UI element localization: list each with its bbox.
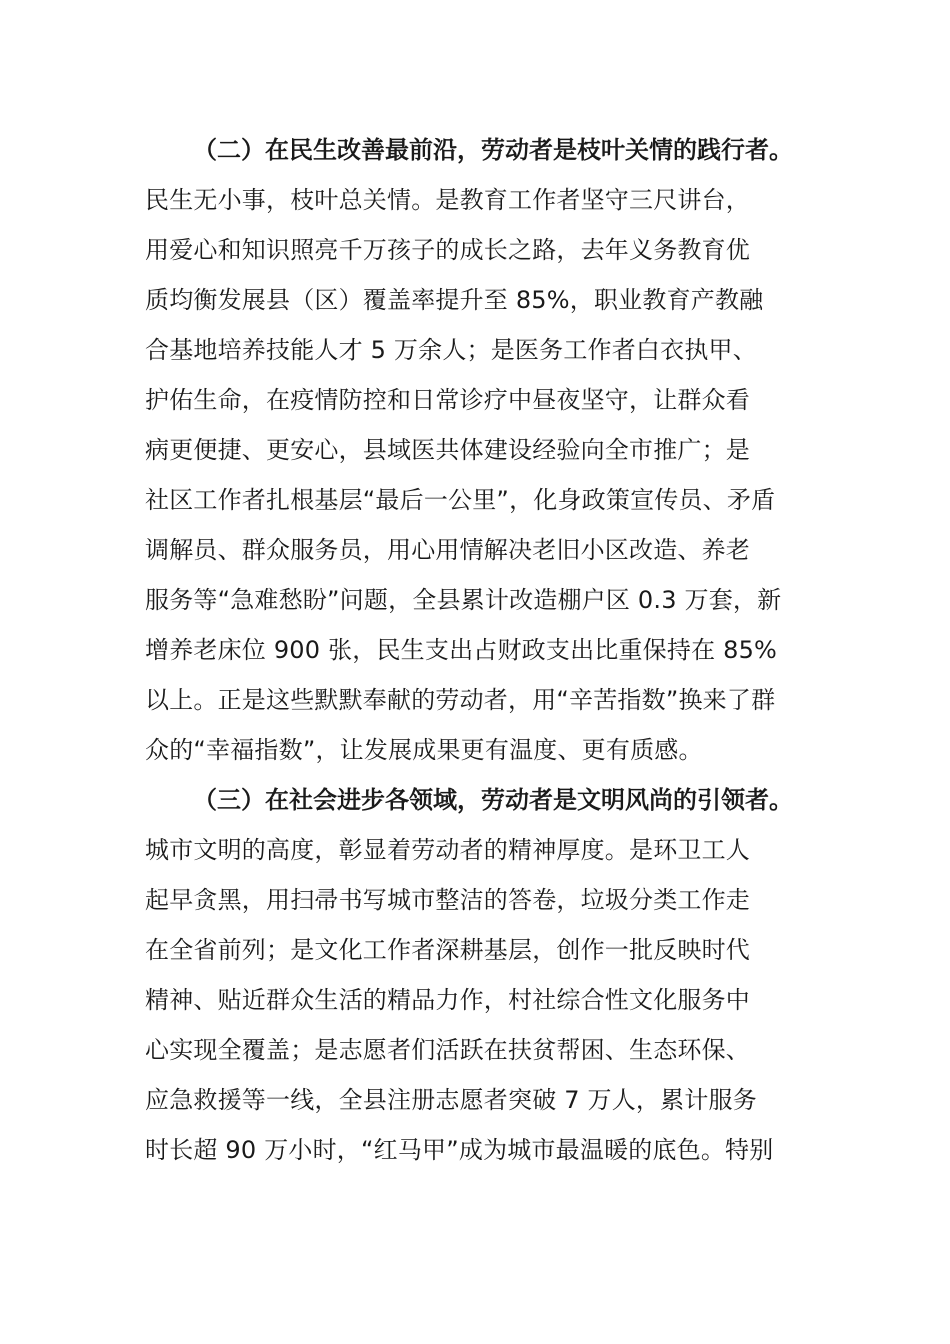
- paragraph-line: 病更便捷、更安心，县域医共体建设经验向全市推广；是: [145, 436, 750, 464]
- paragraph-line: 起早贪黑，用扫帚书写城市整洁的答卷，垃圾分类工作走: [145, 886, 750, 914]
- paragraph-line: 调解员、群众服务员，用心用情解决老旧小区改造、养老: [145, 536, 750, 564]
- document-body: [145, 125, 845, 1175]
- paragraph-line: 服务等“急难愁盼”问题，全县累计改造棚户区 0.3 万套，新: [145, 586, 782, 614]
- paragraph-line: 众的“幸福指数”，让发展成果更有温度、更有质感。: [145, 736, 703, 764]
- paragraph-line: 社区工作者扎根基层“最后一公里”，化身政策宣传员、矛盾: [145, 486, 776, 514]
- paragraph-line: 在全省前列；是文化工作者深耕基层，创作一批反映时代: [145, 936, 750, 964]
- paragraph-line: 心实现全覆盖；是志愿者们活跃在扶贫帮困、生态环保、: [145, 1036, 750, 1064]
- paragraph-line: 护佑生命，在疫情防控和日常诊疗中昼夜坚守，让群众看: [145, 386, 750, 414]
- paragraph-line: 增养老床位 900 张，民生支出占财政支出比重保持在 85%: [145, 636, 778, 664]
- paragraph-line: 城市文明的高度，彰显着劳动者的精神厚度。是环卫工人: [145, 836, 750, 864]
- paragraph-line: 以上。正是这些默默奉献的劳动者，用“辛苦指数”换来了群: [145, 686, 776, 714]
- paragraph-line: 民生无小事，枝叶总关情。是教育工作者坚守三尺讲台，: [145, 186, 750, 214]
- paragraph-line: 时长超 90 万小时，“红马甲”成为城市最温暖的底色。特别: [145, 1136, 774, 1164]
- paragraph-line: 质均衡发展县（区）覆盖率提升至 85%，职业教育产教融: [145, 286, 764, 314]
- paragraph-line: 合基地培养技能人才 5 万余人；是医务工作者白衣执甲、: [145, 336, 757, 364]
- paragraph-line: 应急救援等一线，全县注册志愿者突破 7 万人，累计服务: [145, 1086, 757, 1114]
- section-heading-2: （二）在民生改善最前沿，劳动者是枝叶关情的践行者。: [193, 136, 793, 164]
- paragraph-line: 用爱心和知识照亮千万孩子的成长之路，去年义务教育优: [145, 236, 750, 264]
- section-heading-3: （三）在社会进步各领域，劳动者是文明风尚的引领者。: [193, 786, 793, 814]
- paragraph-line: 精神、贴近群众生活的精品力作，村社综合性文化服务中: [145, 986, 750, 1014]
